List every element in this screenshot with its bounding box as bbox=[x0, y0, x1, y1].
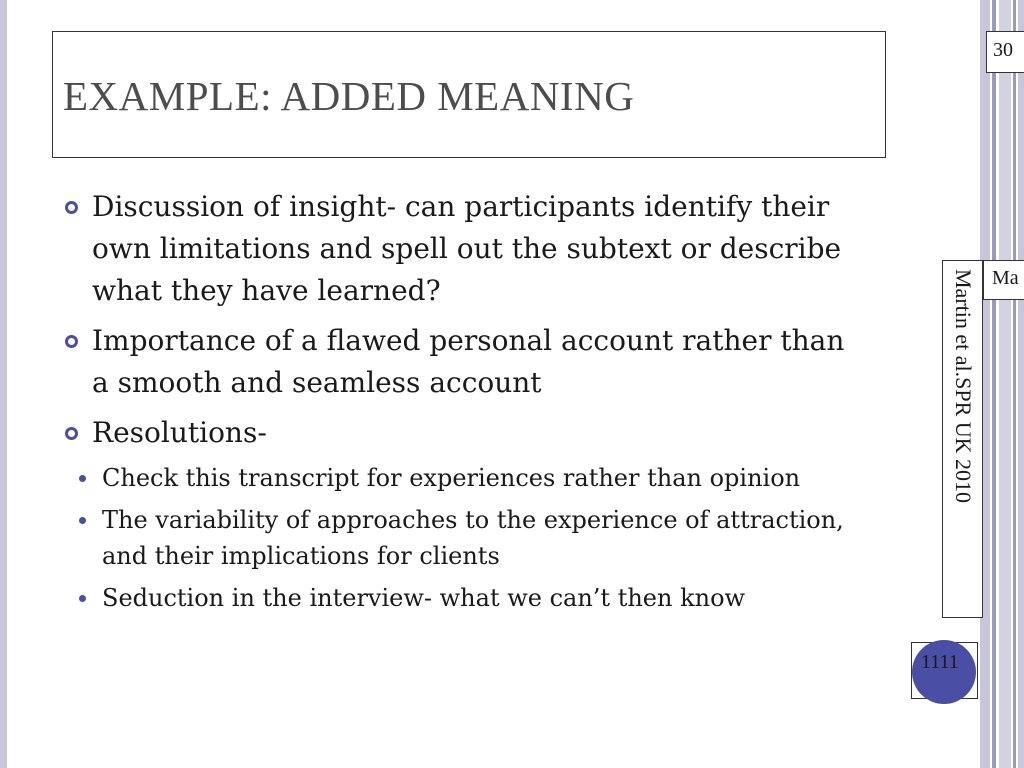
ring-bullet-icon bbox=[65, 201, 78, 214]
bullet-list bbox=[60, 186, 860, 624]
bullet-item bbox=[60, 320, 860, 404]
sub-bullet-text: The variability of approaches to the experience of attraction, and their implications for clients bbox=[102, 506, 844, 570]
bullet-text: Resolutions- bbox=[92, 416, 267, 449]
sub-bullet-text: Check this transcript for experiences rather than opinion bbox=[102, 464, 801, 492]
ring-bullet-icon bbox=[65, 335, 78, 348]
bullet-item bbox=[60, 186, 860, 312]
partial-label-box bbox=[983, 260, 1024, 300]
page-number-box bbox=[986, 31, 1024, 73]
dot-bullet-icon bbox=[79, 595, 86, 602]
sub-bullet-item bbox=[92, 502, 860, 574]
vertical-label: Martin et al.SPR UK 2010 bbox=[951, 269, 976, 504]
partial-label: Ma bbox=[992, 267, 1019, 289]
slide-number: 1111 bbox=[921, 651, 959, 673]
slide-title: EXAMPLE: ADDED MEANING bbox=[63, 73, 635, 119]
bullet-text: Discussion of insight- can participants identify their own limitations and spell out the subtext or describe what they have learned? bbox=[92, 190, 842, 307]
dot-bullet-icon bbox=[79, 475, 86, 482]
vertical-label-box bbox=[942, 260, 983, 618]
dot-bullet-icon bbox=[79, 517, 86, 524]
right-edge-stripes bbox=[980, 0, 1024, 768]
bullet-item bbox=[60, 412, 860, 616]
page-number: 30 bbox=[993, 39, 1013, 61]
sub-bullet-item bbox=[92, 580, 860, 616]
sub-bullet-list bbox=[92, 460, 860, 616]
bullet-text: Importance of a flawed personal account rather than a smooth and seamless account bbox=[92, 324, 845, 399]
left-edge-bar bbox=[0, 0, 7, 768]
ring-bullet-icon bbox=[65, 427, 78, 440]
sub-bullet-text: Seduction in the interview- what we can’t then know bbox=[102, 584, 746, 612]
sub-bullet-item bbox=[92, 460, 860, 496]
title-box bbox=[52, 31, 886, 158]
